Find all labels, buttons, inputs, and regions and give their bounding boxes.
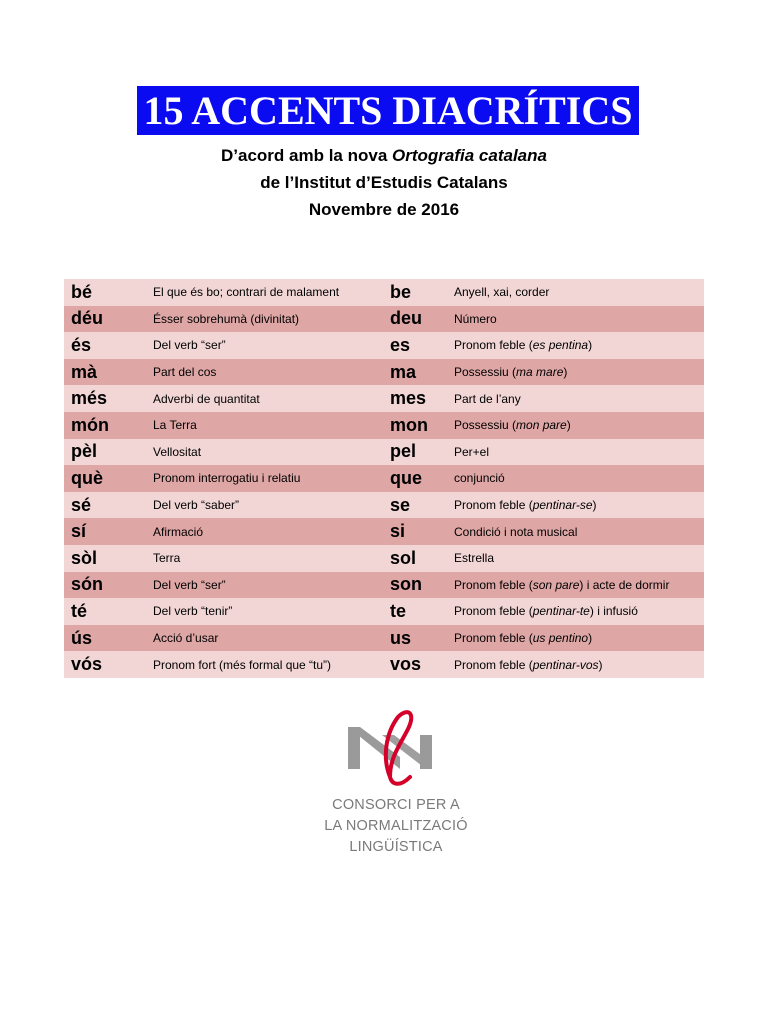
table-row bbox=[64, 279, 704, 306]
unaccented-word-definition bbox=[454, 551, 494, 565]
unaccented-word-definition bbox=[454, 392, 521, 406]
definition-text: Número bbox=[454, 311, 497, 326]
unaccented-word: ma bbox=[390, 361, 417, 382]
accented-word-definition: Del verb “ser” bbox=[153, 338, 226, 353]
table-row bbox=[64, 545, 704, 572]
unaccented-word-definition bbox=[454, 418, 571, 432]
accented-word-definition: Terra bbox=[153, 551, 181, 566]
accented-word: pèl bbox=[71, 441, 98, 462]
definition-text: Pronom feble ( bbox=[454, 631, 533, 646]
subtitle-line-2: de l’Institut d’Estudis Catalans bbox=[260, 173, 508, 192]
accented-word-definition: Pronom fort (més formal que “tu”) bbox=[153, 657, 332, 672]
definition-text: Condició i nota musical bbox=[454, 524, 578, 539]
subtitle-line-1-italic: Ortografia catalana bbox=[392, 146, 547, 165]
unaccented-word-definition bbox=[454, 312, 497, 326]
unaccented-word-definition bbox=[454, 525, 577, 539]
unaccented-word-definition bbox=[454, 445, 489, 459]
definition-text: Pronom feble ( bbox=[454, 338, 533, 353]
definition-text: conjunció bbox=[454, 471, 505, 486]
unaccented-word-definition bbox=[454, 285, 549, 299]
cpnl-logo bbox=[320, 705, 470, 860]
accented-word: món bbox=[71, 414, 109, 435]
accented-word-definition: Del verb “ser” bbox=[153, 577, 226, 592]
page-title: 15 ACCENTS DIACRÍTICS bbox=[143, 87, 633, 133]
unaccented-word: deu bbox=[390, 308, 423, 329]
table-row bbox=[64, 492, 704, 519]
unaccented-word-definition bbox=[454, 498, 597, 512]
unaccented-word: vos bbox=[390, 654, 422, 675]
unaccented-word: que bbox=[390, 467, 423, 488]
title-banner bbox=[137, 86, 639, 135]
definition-text: Anyell, xai, corder bbox=[454, 285, 550, 300]
definition-example: son pare bbox=[532, 577, 580, 592]
definition-text: Possessiu ( bbox=[454, 365, 517, 380]
table-row bbox=[64, 598, 704, 625]
accented-word-definition: Part del cos bbox=[153, 365, 217, 380]
table-row bbox=[64, 465, 704, 492]
accented-word-definition: Adverbi de quantitat bbox=[153, 391, 260, 406]
definition-example: pentinar-te bbox=[532, 604, 590, 619]
unaccented-word-definition bbox=[454, 658, 603, 672]
table-row bbox=[64, 332, 704, 359]
accented-word-definition: El que és bo; contrari de malament bbox=[153, 285, 340, 300]
definition-text: ) i infusió bbox=[589, 604, 638, 619]
accented-word-definition: Del verb “saber” bbox=[153, 498, 240, 513]
unaccented-word: es bbox=[390, 334, 411, 355]
accented-word: déu bbox=[71, 308, 104, 329]
unaccented-word: se bbox=[390, 494, 411, 515]
unaccented-word-definition bbox=[454, 471, 505, 485]
accented-word-definition: Pronom interrogatiu i relatiu bbox=[153, 471, 301, 486]
definition-example: pentinar-se bbox=[532, 498, 593, 513]
definition-text: ) bbox=[566, 418, 571, 433]
definition-example: mon pare bbox=[516, 418, 567, 433]
unaccented-word-definition bbox=[454, 631, 592, 645]
unaccented-word: mon bbox=[390, 414, 428, 435]
definition-text: ) bbox=[588, 631, 593, 646]
table-row bbox=[64, 385, 704, 412]
accented-word-definition: Del verb “tenir” bbox=[153, 604, 233, 619]
accented-word-definition: Afirmació bbox=[153, 524, 204, 539]
accented-word: sí bbox=[71, 521, 87, 542]
definition-text: Pronom feble ( bbox=[454, 657, 533, 672]
accented-word: vós bbox=[71, 654, 103, 675]
accented-word-definition: Vellositat bbox=[153, 444, 202, 459]
definition-text: ) bbox=[588, 338, 593, 353]
definition-text: Pronom feble ( bbox=[454, 498, 533, 513]
accented-word-definition: Ésser sobrehumà (divinitat) bbox=[153, 311, 300, 326]
logo-text-line-2: LA NORMALITZACIÓ bbox=[324, 818, 468, 834]
subtitle-line-3: Novembre de 2016 bbox=[308, 200, 460, 219]
unaccented-word: be bbox=[390, 281, 412, 302]
table-row bbox=[64, 412, 704, 439]
table-row bbox=[64, 572, 704, 599]
unaccented-word-definition bbox=[454, 365, 567, 379]
logo-text-line-3: LINGÜÍSTICA bbox=[349, 839, 443, 855]
table-row bbox=[64, 625, 704, 652]
accented-word: més bbox=[71, 388, 108, 409]
accented-word: és bbox=[71, 334, 92, 355]
logo-text-line-1: CONSORCI PER A bbox=[332, 797, 460, 813]
table-row bbox=[64, 439, 704, 466]
definition-example: pentinar-vos bbox=[532, 657, 599, 672]
definition-example: es pentina bbox=[532, 338, 589, 353]
table-row bbox=[64, 651, 704, 678]
accented-word: bé bbox=[71, 281, 93, 302]
unaccented-word: te bbox=[390, 600, 407, 621]
accented-word-definition: Acció d’usar bbox=[153, 631, 219, 646]
accents-table bbox=[64, 279, 704, 678]
unaccented-word-definition bbox=[454, 604, 638, 618]
definition-text: ) i acte de dormir bbox=[579, 577, 670, 592]
accented-word: té bbox=[71, 600, 88, 621]
accented-word: són bbox=[71, 574, 104, 595]
definition-text: ) bbox=[592, 498, 597, 513]
unaccented-word: sol bbox=[390, 547, 417, 568]
unaccented-word: pel bbox=[390, 441, 417, 462]
unaccented-word: son bbox=[390, 574, 423, 595]
definition-text: Part de l’any bbox=[454, 391, 521, 406]
accented-word: què bbox=[71, 467, 104, 488]
definition-example: ma mare bbox=[516, 365, 564, 380]
unaccented-word: si bbox=[390, 521, 406, 542]
definition-text: Pronom feble ( bbox=[454, 577, 533, 592]
table-row bbox=[64, 518, 704, 545]
unaccented-word-definition bbox=[454, 338, 592, 352]
definition-text: ) bbox=[598, 657, 603, 672]
unaccented-word: mes bbox=[390, 388, 427, 409]
accented-word-definition: La Terra bbox=[153, 418, 197, 433]
definition-example: us pentino bbox=[532, 631, 589, 646]
unaccented-word-definition bbox=[454, 578, 669, 592]
accented-word: ús bbox=[71, 627, 93, 648]
subtitle-line-1-text: D’acord amb la nova bbox=[221, 146, 393, 165]
table-row bbox=[64, 306, 704, 333]
definition-text: Pronom feble ( bbox=[454, 604, 533, 619]
unaccented-word: us bbox=[390, 627, 412, 648]
accented-word: sé bbox=[71, 494, 92, 515]
accented-word: sòl bbox=[71, 547, 98, 568]
definition-text: ) bbox=[563, 365, 568, 380]
subtitle-line-1 bbox=[0, 146, 768, 166]
definition-text: Estrella bbox=[454, 551, 495, 566]
definition-text: Per+el bbox=[454, 444, 490, 459]
accented-word: mà bbox=[71, 361, 98, 382]
table-row bbox=[64, 359, 704, 386]
definition-text: Possessiu ( bbox=[454, 418, 517, 433]
